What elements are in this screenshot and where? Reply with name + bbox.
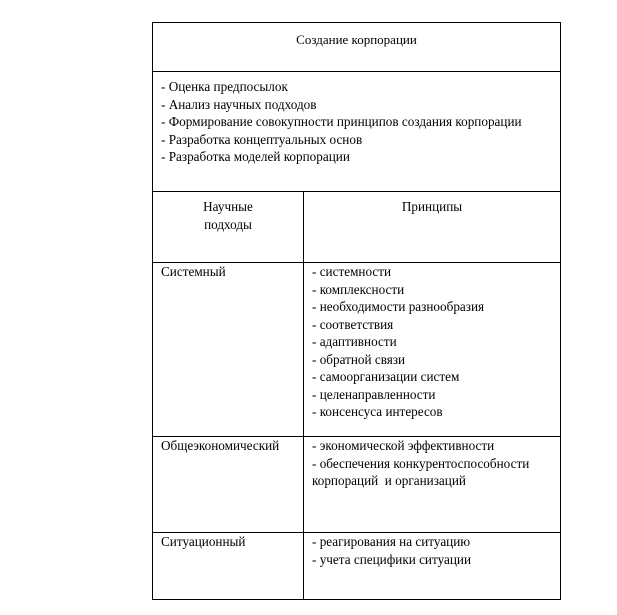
col-header-principles-label: Принципы	[401, 199, 463, 214]
step-item: - Оценка предпосылок	[161, 79, 288, 94]
principle-item: - реагирования на ситуацию	[312, 534, 471, 549]
steps-box	[152, 71, 561, 192]
col-header-approaches-label: Научные подходы	[203, 199, 253, 232]
table-row	[153, 437, 561, 533]
step-item: - Разработка моделей корпорации	[161, 149, 350, 164]
principles-cell	[304, 437, 561, 533]
col-header-principles	[304, 192, 561, 263]
title-box	[152, 22, 561, 72]
principle-item: - обеспечения конкурентоспособности корпораций и организаций	[312, 455, 533, 488]
step-item: - Анализ научных подходов	[161, 96, 317, 112]
table-header-row	[153, 192, 561, 263]
principle-item: - комплексности	[312, 281, 405, 297]
principle-item: - системности	[312, 264, 392, 279]
principle-item: - обратной связи	[312, 351, 406, 367]
principle-item: - целенаправленности	[312, 386, 436, 402]
step-item: - Разработка концептуальных основ	[161, 131, 363, 147]
page-title: Создание корпорации	[296, 32, 417, 47]
principle-item: - самоорганизации систем	[312, 369, 460, 384]
table-row	[153, 533, 561, 600]
approach-cell: Общеэкономический	[153, 437, 304, 533]
principle-item: - учета специфики ситуации	[312, 551, 472, 567]
step-item: - Формирование совокупности принципов создания корпорации	[161, 114, 522, 129]
table-row	[153, 263, 561, 437]
approaches-table	[152, 191, 561, 600]
principles-cell	[304, 263, 561, 437]
approach-cell: Ситуационный	[153, 533, 304, 600]
principle-item: - адаптивности	[312, 334, 397, 349]
principle-item: - соответствия	[312, 316, 394, 332]
principle-item: - консенсуса интересов	[312, 404, 443, 419]
approach-cell: Системный	[153, 263, 304, 437]
col-header-approaches	[153, 192, 304, 263]
principle-item: - экономической эффективности	[312, 438, 495, 453]
principle-item: - необходимости разнообразия	[312, 299, 485, 314]
principles-cell	[304, 533, 561, 600]
